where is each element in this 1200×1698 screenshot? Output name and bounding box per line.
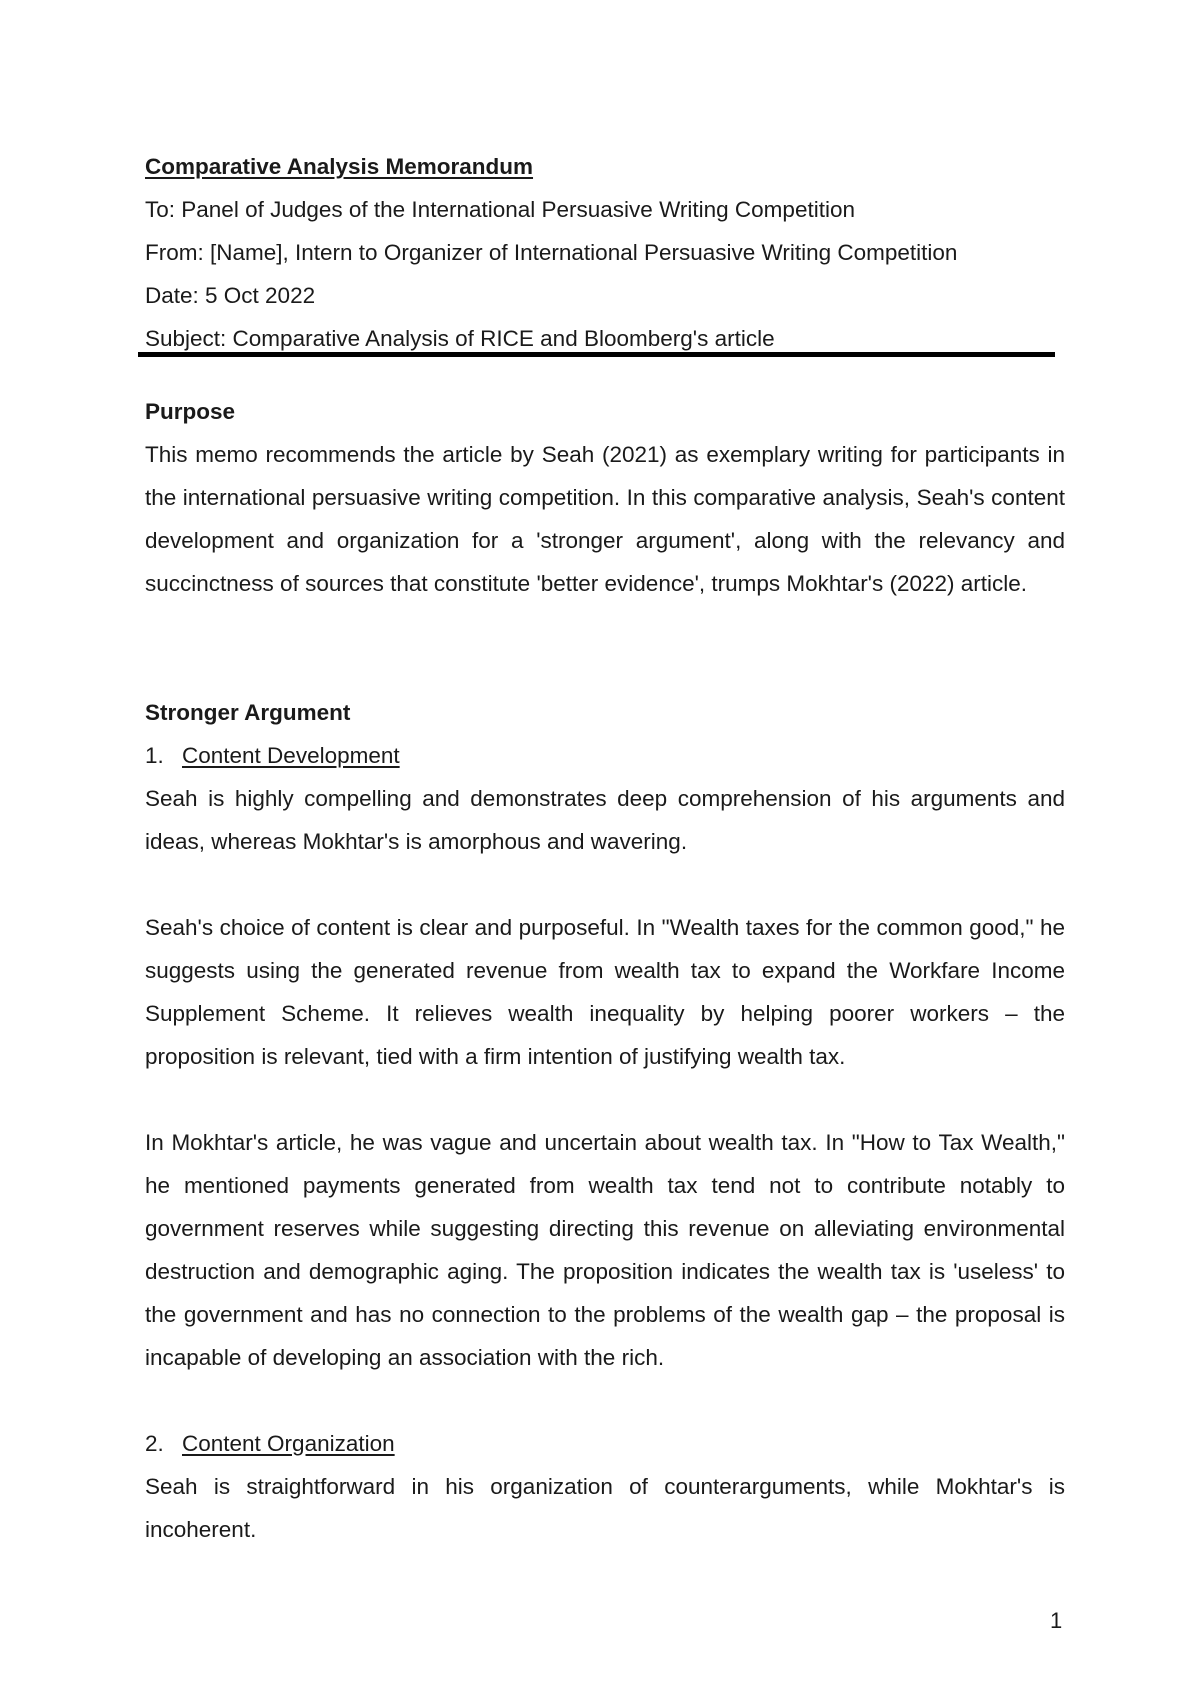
content-development-paragraph-1: Seah is highly compelling and demonstrates deep comprehension of his arguments and ideas, whereas Mokhtar's is amorphous and wavering. [145, 786, 1065, 854]
content-organization-subheading [145, 1422, 1065, 1465]
subheading-number: 2. [145, 1431, 164, 1456]
memo-from-line: From: [Name], Intern to Organizer of International Persuasive Writing Competition [145, 240, 958, 265]
subheading-label: Content Organization [182, 1431, 395, 1456]
content-development-paragraph-3: In Mokhtar's article, he was vague and uncertain about wealth tax. In "How to Tax Wealth," he mentioned payments generated from wealth tax tend not to contribute notably to government reserves while suggesting directing this revenue on alleviating environmental destruction and demographic aging. The proposition indicates the wealth tax is 'useless' to the government and has no connection to the problems of the wealth gap – the proposal is incapable of developing an association with the rich. [145, 1130, 1065, 1370]
memo-subject-line: Subject: Comparative Analysis of RICE and Bloomberg's article [145, 326, 775, 351]
purpose-heading: Purpose [145, 399, 236, 424]
header-divider [138, 352, 1055, 357]
memo-date-line: Date: 5 Oct 2022 [145, 283, 316, 308]
stronger-argument-heading: Stronger Argument [145, 700, 351, 725]
memo-header [145, 145, 1065, 360]
subheading-label: Content Development [182, 743, 400, 768]
content-development-paragraph-2: Seah's choice of content is clear and purposeful. In "Wealth taxes for the common good," he suggests using the generated revenue from wealth tax to expand the Workfare Income Supplement Scheme. It relieves wealth inequality by helping poorer workers – the proposition is relevant, tied with a firm intention of justifying wealth tax. [145, 915, 1065, 1069]
stronger-argument-section [145, 691, 1065, 1551]
content-development-subheading [145, 734, 1065, 777]
content-organization-paragraph: Seah is straightforward in his organization of counterarguments, while Mokhtar's is incoherent. [145, 1474, 1065, 1542]
memo-title: Comparative Analysis Memorandum [145, 154, 534, 179]
purpose-section [145, 390, 1065, 605]
purpose-paragraph: This memo recommends the article by Seah (2021) as exemplary writing for participants in the international persuasive writing competition. In this comparative analysis, Seah's content development and organization for a 'stronger argument', along with the relevancy and succinctness of sources that constitute 'better evidence', trumps Mokhtar's (2022) article. [145, 442, 1065, 596]
subheading-number: 1. [145, 743, 164, 768]
memo-to-line: To: Panel of Judges of the International Persuasive Writing Competition [145, 197, 855, 222]
page-number: 1 [1050, 1608, 1063, 1633]
